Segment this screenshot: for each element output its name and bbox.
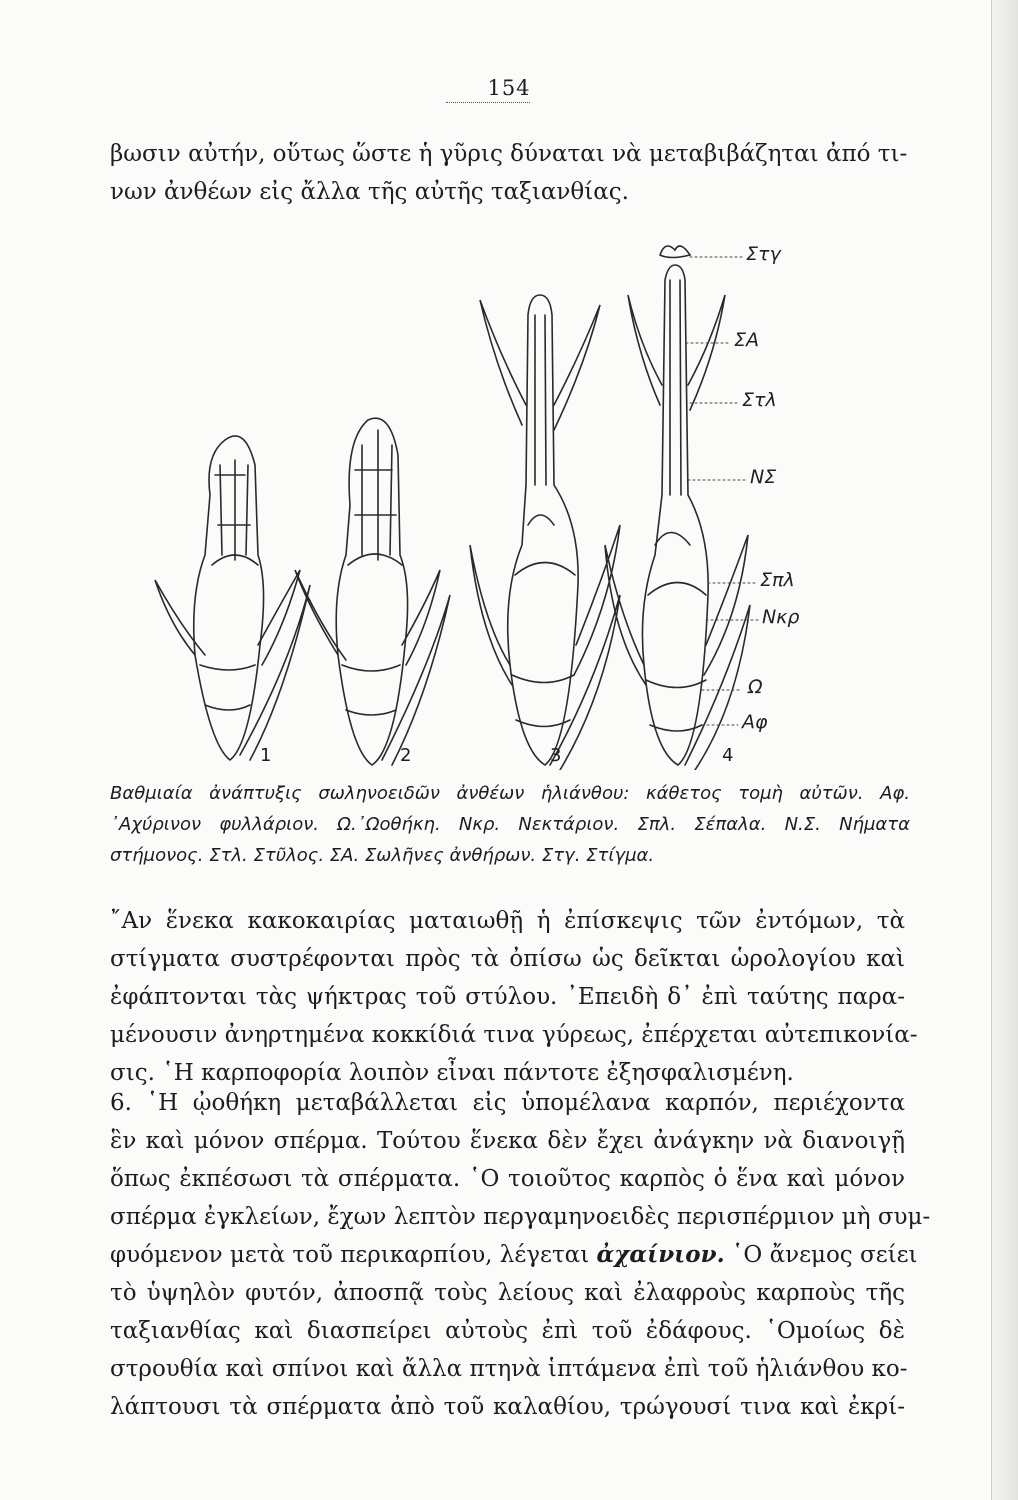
text-line: ῎Αν ἕνεκα κακοκαιρίας ματαιωθῇ ἡ ἐπίσκεψις τῶν ἐντόμων, τὰ [110, 908, 905, 934]
figure-caption [110, 778, 910, 871]
figure-number-4: 4 [722, 745, 734, 766]
paragraph-1 [110, 902, 918, 1092]
flower-4-drawing [605, 246, 750, 770]
text-line: στίγματα συστρέφονται πρὸς τὰ ὀπίσω ὡς δεῖκται ὡρολογίου καὶ [110, 946, 905, 972]
paragraph-2 [110, 1084, 931, 1426]
page-number: 154 [487, 76, 531, 100]
flower-1-drawing [155, 436, 310, 760]
text-line: σπέρμα ἐγκλείων, ἔχων λεπτὸν περγαμηνοειδὲς περισπέρμιον μὴ συμ- [110, 1204, 931, 1230]
text-line: 6. ῾Η ᾠοθήκη μεταβάλλεται εἰς ὑπομέλανα καρπόν, περιέχοντα [110, 1090, 905, 1116]
flower-2-drawing [295, 418, 450, 765]
text-line: ἐφάπτονται τὰς ψήκτρας τοῦ στύλου. ᾿Επειδὴ δ᾿ ἐπὶ ταύτης παρα- [110, 984, 905, 1010]
label-stigma: Στγ [746, 243, 781, 265]
page-number-rule [446, 102, 530, 103]
caption-line: ᾿Αχύρινον φυλλάριον. Ω.᾿Ωοθήκη. Νκρ. Νεκτάριον. Σπλ. Σέπαλα. Ν.Σ. Νήματα [110, 814, 910, 835]
flower-illustration [150, 225, 910, 770]
label-anthers: ΣΑ [734, 329, 760, 351]
text-line: ταξιανθίας καὶ διασπείρει αὐτοὺς ἐπὶ τοῦ ἐδάφους. ῾Ομοίως δὲ [110, 1318, 905, 1344]
text-line [110, 1236, 918, 1274]
figure-number-2: 2 [400, 745, 412, 766]
text-line: λάπτουσι τὰ σπέρματα ἀπὸ τοῦ καλαθίου, τρώγουσί τινα καὶ ἐκρί- [110, 1394, 905, 1420]
term-achene: ἀχαίνιον. [596, 1241, 725, 1268]
text-line: στρουθία καὶ σπίνοι καὶ ἄλλα πτηνὰ ἱπτάμενα ἐπὶ τοῦ ἡλιάνθου κο- [110, 1356, 908, 1382]
caption-line: Βαθμιαία ἀνάπτυξις σωληνοειδῶν ἀνθέων ἡλιάνθου: κάθετος τομὴ αὐτῶν. Αφ. [110, 783, 910, 804]
page-edge [991, 0, 1018, 1500]
label-sepals: Σπλ [760, 569, 795, 591]
figure-number-3: 3 [550, 745, 562, 766]
flower-drawings [150, 225, 910, 770]
text-line: ἓν καὶ μόνον σπέρμα. Τούτου ἕνεκα δὲν ἔχει ἀνάγκην νὰ διανοιγῇ [110, 1128, 905, 1154]
figure-number-1: 1 [260, 745, 272, 766]
text-line: βωσιν αὐτήν, οὕτως ὥστε ἡ γῦρις δύναται νὰ μεταβιβάζηται ἀπό τι- [110, 141, 908, 167]
text-line: τὸ ὑψηλὸν φυτόν, ἀποσπᾷ τοὺς λείους καὶ ἐλαφροὺς καρποὺς τῆς [110, 1280, 905, 1306]
text-line: μένουσιν ἀνηρτημένα κοκκίδιά τινα γύρεως, ἐπέρχεται αὐτεπικονία- [110, 1022, 918, 1048]
flower-3-drawing [470, 295, 620, 770]
label-filaments: ΝΣ [750, 466, 777, 488]
label-nectary: Νκρ [762, 606, 800, 628]
text-segment: ῾Ο ἄνεμος σείει [724, 1242, 918, 1268]
text-line: σις. ῾Η καρποφορία λοιπὸν εἶναι πάντοτε ἐξησφαλισμένη. [110, 1060, 794, 1086]
text-line: ὅπως ἐκπέσωσι τὰ σπέρματα. ῾Ο τοιοῦτος καρπὸς ὁ ἕνα καὶ μόνον [110, 1166, 905, 1192]
text-line: νων ἀνθέων εἰς ἄλλα τῆς αὐτῆς ταξιανθίας. [110, 179, 629, 205]
label-leaders [686, 257, 758, 725]
top-paragraph [110, 135, 908, 211]
label-style: Στλ [742, 389, 777, 411]
label-bract: Αφ [742, 711, 768, 733]
label-ovary: Ω [748, 676, 763, 698]
text-segment: φυόμενον μετὰ τοῦ περικαρπίου, λέγεται [110, 1242, 597, 1268]
caption-line: στήμονος. Στλ. Στῦλος. ΣΑ. Σωλῆνες ἀνθήρων. Στγ. Στίγμα. [110, 845, 655, 866]
